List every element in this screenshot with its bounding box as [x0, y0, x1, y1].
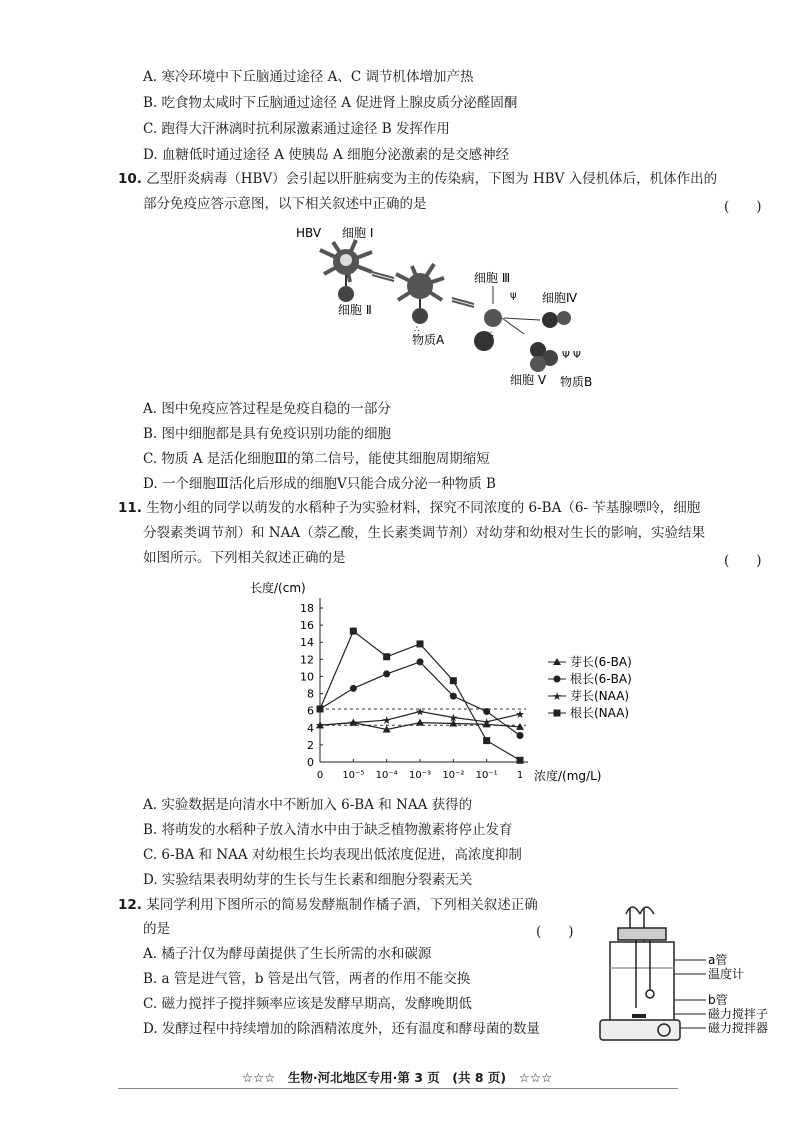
footer-divider [118, 1088, 678, 1089]
legend-label-2: 芽长(NAA) [570, 689, 630, 703]
data-point-2-5: ★ [481, 715, 492, 729]
y-tick-label: 6 [307, 704, 314, 718]
q12-stem-line2: 的是 [143, 921, 170, 937]
label-cell5: 细胞 Ⅴ [510, 373, 547, 387]
x-tick-label: 10⁻¹ [475, 770, 498, 781]
cell-apc-icon [396, 264, 444, 300]
x-tick-label: 10⁻⁵ [342, 770, 365, 781]
label-hbv: HBV [296, 226, 322, 240]
q11-growth-chart [248, 578, 668, 786]
legend-label-3: 根长(NAA) [570, 706, 630, 720]
q10-option-a: A. 图中免疫应答过程是免疫自稳的一部分 [143, 401, 391, 417]
data-point-3-0 [317, 705, 324, 712]
q9-option-c: C. 跑得大汗淋漓时抗利尿激素通过途径 B 发挥作用 [143, 121, 450, 137]
y-tick-label: 14 [300, 636, 314, 650]
data-point-1-1 [350, 685, 357, 692]
q12-option-c: C. 磁力搅拌子搅拌频率应该是发酵早期高，发酵晚期低 [143, 996, 472, 1012]
data-point-1-5 [483, 708, 490, 715]
label-stirrer: 磁力搅拌器 [708, 1021, 769, 1035]
cell4-icon [542, 311, 571, 328]
q11-stem-line3: 如图所示。下列相关叙述正确的是 [143, 550, 346, 566]
cell5-icon [530, 342, 558, 372]
data-point-2-2: ★ [381, 714, 392, 728]
y-tick-label: 2 [307, 738, 314, 752]
x-tick-label: 0 [316, 770, 324, 781]
x-tick-label: 10⁻³ [408, 770, 432, 781]
q12-option-d: D. 发酵过程中持续增加的除酒精浓度外，还有温度和酵母菌的数量 [143, 1021, 540, 1037]
data-point-1-2 [383, 670, 390, 677]
data-point-3-1 [350, 628, 357, 635]
q9-option-d: D. 血糖低时通过途径 A 使胰岛 A 细胞分泌激素的是交感神经 [143, 147, 510, 163]
data-point-2-3: ★ [415, 705, 425, 719]
chart-xlabel: 浓度/(mg/L) [534, 769, 602, 783]
q11-option-a: A. 实验数据是向清水中不断加入 6-BA 和 NAA 获得的 [143, 797, 473, 813]
label-stir-bar: 磁力搅拌子 [708, 1007, 769, 1021]
label-cell4: 细胞Ⅳ [542, 291, 578, 305]
q12-option-b: B. a 管是进气管，b 管是出气管，两者的作用不能交换 [143, 971, 471, 987]
svg-text:∴: ∴ [414, 325, 420, 335]
y-tick-label: 0 [307, 756, 314, 769]
legend-marker-2: ★ [552, 690, 562, 703]
data-point-1-4 [450, 693, 457, 700]
data-point-3-5 [483, 737, 490, 744]
legend-label-0: 芽长(6-BA) [570, 655, 632, 669]
q10-answer-paren: ( ) [724, 199, 762, 215]
y-tick-label: 12 [300, 653, 314, 667]
q11-option-c: C. 6-BA 和 NAA 对幼根生长均表现出低浓度促进，高浓度抑制 [143, 847, 522, 863]
q10-option-b: B. 图中细胞都是具有免疫识别功能的细胞 [143, 426, 392, 442]
q10-stem-line2: 部分免疫应答示意图，以下相关叙述中正确的是 [143, 196, 427, 212]
data-point-2-1: ★ [348, 716, 359, 730]
q10-option-d: D. 一个细胞Ⅲ活化后形成的细胞Ⅴ只能合成分泌一种物质 B [143, 476, 496, 492]
data-point-3-3 [417, 640, 424, 647]
q12-stem: 12. 某同学利用下图所示的简易发酵瓶制作橘子酒，下列相关叙述正确 [118, 897, 538, 913]
data-point-3-2 [383, 653, 390, 660]
q10-option-c: C. 物质 A 是活化细胞Ⅲ的第二信号，能使其细胞周期缩短 [143, 451, 490, 467]
label-b-tube: b管 [708, 993, 728, 1007]
legend-marker-1 [554, 676, 561, 683]
label-substance-a: 物质A [412, 333, 445, 347]
label-cell2: 细胞 Ⅱ [338, 303, 372, 317]
svg-text:∴: ∴ [488, 330, 494, 340]
data-point-2-4: ★ [448, 711, 459, 725]
q9-option-b: B. 吃食物太咸时下丘脑通过途径 A 促进肾上腺皮质分泌醛固酮 [143, 95, 518, 111]
x-tick-label: 1 [516, 770, 524, 781]
data-point-1-3 [417, 658, 424, 665]
svg-text:Ψ Ψ: Ψ Ψ [562, 350, 581, 361]
label-thermometer: 温度计 [708, 967, 745, 981]
y-tick-label: 4 [307, 721, 314, 735]
x-tick-label: 10⁻² [442, 770, 465, 781]
q11-option-b: B. 将萌发的水稻种子放入清水中由于缺乏植物激素将停止发育 [143, 822, 513, 838]
x-tick-label: 10⁻⁴ [375, 770, 398, 781]
label-a-tube: a管 [708, 953, 728, 967]
q10-stem: 10. 乙型肝炎病毒（HBV）会引起以肝脏病变为主的传染病，下图为 HBV 入侵机体后，机体作出的 [118, 171, 718, 187]
q12-option-a: A. 橘子汁仅为酵母菌提供了生长所需的水和碳源 [143, 946, 432, 962]
q11-option-d: D. 实验结果表明幼芽的生长与生长素和细胞分裂素无关 [143, 872, 473, 888]
q12-answer-paren: ( ) [536, 924, 574, 940]
data-point-2-0: ★ [315, 719, 325, 733]
cell3-icon [484, 309, 502, 327]
q12-fermenter-figure [596, 890, 786, 1048]
legend-label-1: 根长(6-BA) [570, 672, 632, 686]
y-tick-label: 8 [307, 687, 314, 701]
q11-stem-line2: 分裂素类调节剂）和 NAA（萘乙酸，生长素类调节剂）对幼芽和幼根对生长的影响，实验结果 [143, 525, 706, 541]
q10-immune-figure [288, 222, 628, 392]
legend-marker-3 [554, 710, 561, 717]
label-substance-b: 物质B [560, 375, 593, 389]
q9-option-a: A. 寒冷环境中下丘脑通过途径 A、C 调节机体增加产热 [143, 69, 474, 85]
chart-ylabel: 长度/(cm) [250, 581, 306, 595]
data-point-3-6 [517, 757, 524, 764]
label-cell1: 细胞 Ⅰ [342, 226, 374, 240]
cell2-icon [338, 286, 354, 302]
svg-text:ψ: ψ [510, 290, 517, 301]
data-point-1-6 [517, 732, 524, 739]
y-tick-label: 10 [300, 670, 314, 684]
q11-stem: 11. 生物小组的同学以萌发的水稻种子为实验材料，探究不同浓度的 6-BA（6- 苄基腺嘌呤，细胞 [118, 500, 701, 516]
q11-answer-paren: ( ) [724, 553, 762, 569]
page-footer: ☆☆☆ 生物·河北地区专用·第 3 页 (共 8 页) ☆☆☆ [241, 1070, 553, 1085]
y-tick-label: 18 [300, 602, 314, 615]
label-cell3: 细胞 Ⅲ [474, 271, 511, 285]
data-point-2-6: ★ [515, 708, 525, 722]
y-tick-label: 16 [300, 619, 314, 633]
data-point-3-4 [450, 677, 457, 684]
